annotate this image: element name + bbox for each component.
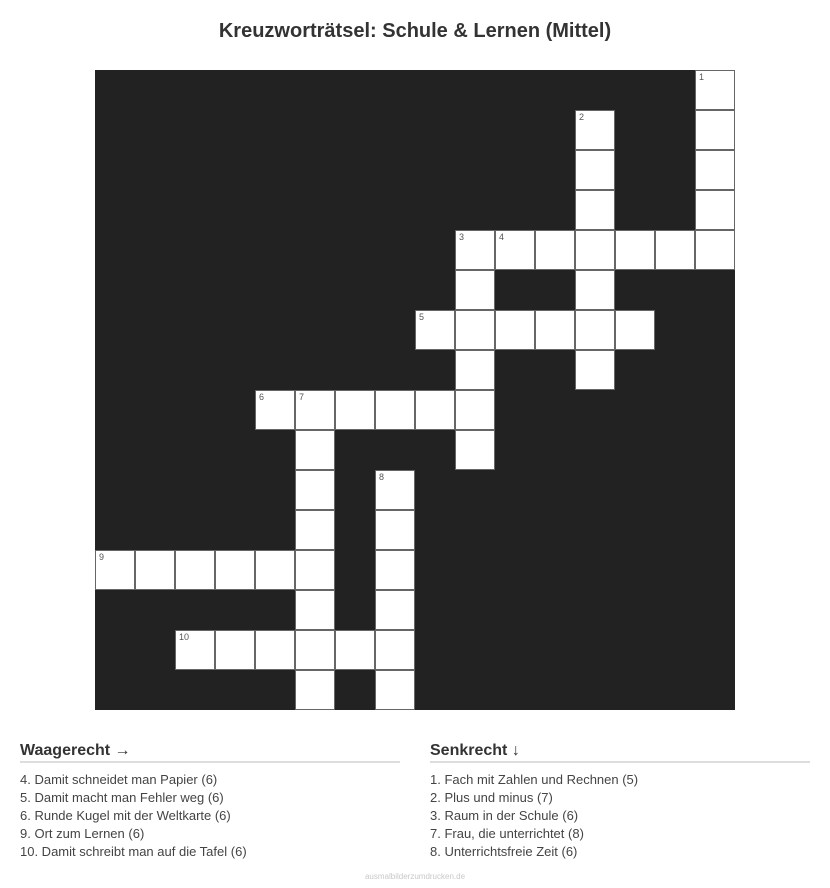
footer-credit: ausmalbilderzumdrucken.de [364, 872, 466, 881]
crossword-cell[interactable] [455, 230, 495, 270]
crossword-cell[interactable] [695, 70, 735, 110]
clue-number: 8 [379, 472, 385, 482]
crossword-cell[interactable] [295, 470, 335, 510]
crossword-cell[interactable] [455, 430, 495, 470]
crossword-cell[interactable] [375, 390, 415, 430]
clue-number: 10 [179, 632, 190, 642]
crossword-cell[interactable] [575, 350, 615, 390]
crossword-cell[interactable] [375, 590, 415, 630]
crossword-cell[interactable] [455, 270, 495, 310]
crossword-cell[interactable] [255, 390, 295, 430]
clue-number: 9 [99, 552, 105, 562]
crossword-cell[interactable] [295, 390, 335, 430]
crossword-cell[interactable] [375, 630, 415, 670]
crossword-cell[interactable] [615, 310, 655, 350]
crossword-cell[interactable] [655, 230, 695, 270]
crossword-cell[interactable] [575, 230, 615, 270]
crossword-cell[interactable] [375, 550, 415, 590]
crossword-cell[interactable] [455, 350, 495, 390]
crossword-cell[interactable] [255, 630, 295, 670]
crossword-cell[interactable] [295, 630, 335, 670]
clue-across: 4. Damit schneidet man Papier (6) [20, 772, 218, 787]
crossword-cell[interactable] [375, 670, 415, 710]
crossword-cell[interactable] [535, 310, 575, 350]
crossword-cell[interactable] [215, 630, 255, 670]
crossword-cell[interactable] [415, 310, 455, 350]
crossword-cell[interactable] [695, 150, 735, 190]
crossword-cell[interactable] [375, 510, 415, 550]
crossword-cell[interactable] [135, 550, 175, 590]
crossword-cell[interactable] [175, 550, 215, 590]
crossword-cell[interactable] [295, 550, 335, 590]
crossword-cell[interactable] [695, 190, 735, 230]
page-title: Kreuzworträtsel: Schule & Lernen (Mittel) [218, 20, 612, 42]
clue-down: 3. Raum in der Schule (6) [430, 808, 579, 823]
crossword-cell[interactable] [415, 390, 455, 430]
crossword-cell[interactable] [695, 110, 735, 150]
crossword-cell[interactable] [255, 550, 295, 590]
clue-number: 3 [459, 232, 465, 242]
clue-down: 7. Frau, die unterrichtet (8) [430, 826, 584, 841]
crossword-cell[interactable] [535, 230, 575, 270]
across-heading: Waagerecht → [20, 742, 400, 763]
clue-number: 2 [579, 112, 585, 122]
crossword-cell[interactable] [455, 390, 495, 430]
clue-across: 5. Damit macht man Fehler weg (6) [20, 790, 224, 805]
crossword-cell[interactable] [295, 590, 335, 630]
crossword-cell[interactable] [95, 550, 135, 590]
clue-across: 6. Runde Kugel mit der Weltkarte (6) [20, 808, 231, 823]
crossword-cell[interactable] [175, 630, 215, 670]
crossword-cell[interactable] [575, 190, 615, 230]
clue-down: 8. Unterrichtsfreie Zeit (6) [430, 844, 578, 859]
clue-number: 5 [419, 312, 425, 322]
crossword-cell[interactable] [295, 670, 335, 710]
crossword-cell[interactable] [495, 230, 535, 270]
clue-across: 9. Ort zum Lernen (6) [20, 826, 145, 841]
clue-across: 10. Damit schreibt man auf die Tafel (6) [20, 844, 247, 859]
across-clue-list [20, 771, 400, 861]
crossword-cell[interactable] [495, 310, 535, 350]
crossword-cell[interactable] [575, 270, 615, 310]
crossword-cell[interactable] [295, 510, 335, 550]
crossword-cell[interactable] [575, 150, 615, 190]
clue-down: 1. Fach mit Zahlen und Rechnen (5) [430, 772, 639, 787]
clue-number: 4 [499, 232, 505, 242]
clue-number: 7 [299, 392, 305, 402]
down-clue-list [430, 771, 810, 861]
crossword-cell[interactable] [695, 230, 735, 270]
clue-number: 6 [259, 392, 265, 402]
crossword-cell[interactable] [615, 230, 655, 270]
crossword-cell[interactable] [575, 110, 615, 150]
crossword-cell[interactable] [335, 390, 375, 430]
crossword-cell[interactable] [295, 430, 335, 470]
crossword-cell[interactable] [575, 310, 615, 350]
crossword-cell[interactable] [215, 550, 255, 590]
crossword-cell[interactable] [335, 630, 375, 670]
across-clues-section [20, 742, 400, 861]
down-clues-section [430, 742, 810, 861]
crossword-cell[interactable] [455, 310, 495, 350]
clue-number: 1 [699, 72, 705, 82]
clue-down: 2. Plus und minus (7) [430, 790, 553, 805]
down-heading: Senkrecht ↓ [430, 742, 810, 763]
crossword-grid [95, 70, 735, 710]
crossword-cell[interactable] [375, 470, 415, 510]
